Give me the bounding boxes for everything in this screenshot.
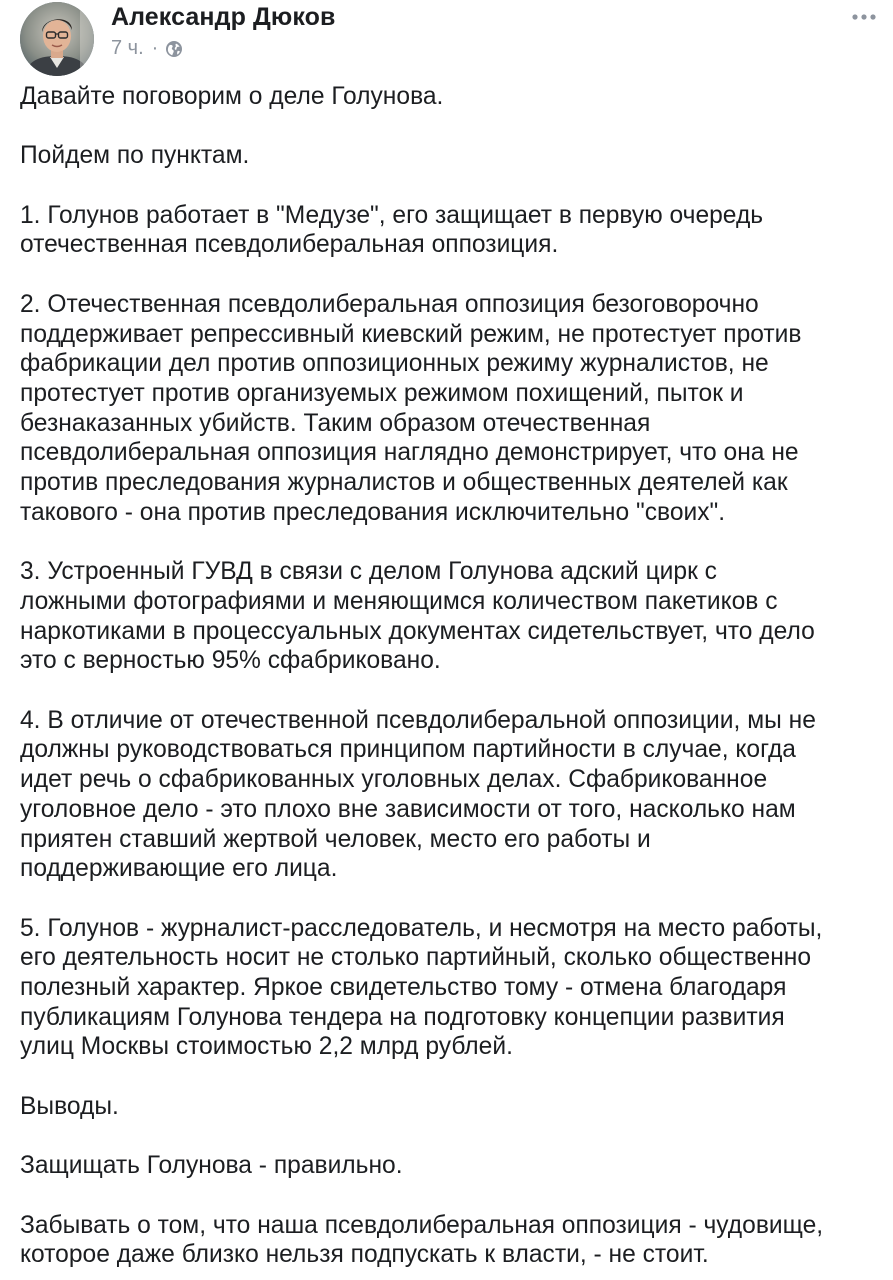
globe-icon[interactable] — [165, 40, 183, 58]
post-paragraph — [20, 914, 880, 1063]
post-text-line: отечественная псевдолиберальная оппозиция. — [20, 231, 559, 259]
paragraph-gap — [20, 528, 880, 558]
post-text-line: Давайте поговорим о деле Голунова. — [20, 83, 444, 110]
post-text-line: должны руководствоваться принципом партийности в случае, когда — [20, 736, 796, 764]
post-timestamp[interactable]: 7 ч. — [111, 36, 144, 59]
post-paragraph — [20, 141, 880, 171]
post-text-line: которое даже близко нельзя подпускать к власти, - не стоит. — [20, 1241, 709, 1269]
post-text-line: псевдолиберальная оппозиция наглядно демонстрирует, что она не — [20, 439, 799, 467]
paragraph-gap — [20, 260, 880, 290]
post-text-line: 5. Голунов - журналист-расследователь, и несмотря на место работы, — [20, 914, 823, 942]
post-text-line: 4. В отличие от отечественной псевдолиберальной оппозиции, мы не — [20, 706, 816, 734]
post-text-line: это с верностью 95% сфабриковано. — [20, 647, 441, 675]
post-text-line: против преследования журналистов и общественных деятелей как — [20, 469, 788, 497]
post-text-line: поддерживает репрессивный киевский режим, не протестует против — [20, 320, 802, 348]
more-options-icon[interactable] — [848, 8, 880, 26]
post-paragraph — [20, 1211, 880, 1270]
post-text-line: Выводы. — [20, 1092, 119, 1120]
paragraph-gap — [20, 1122, 880, 1152]
post-text-line: публикациям Голунова тендера на подготовку концепции развития — [20, 1003, 785, 1031]
post-meta — [111, 36, 183, 60]
post-header — [0, 0, 893, 80]
post-paragraph — [20, 201, 880, 260]
post-text-line: его деятельность носит не столько партийный, сколько общественно — [20, 944, 812, 972]
post-text-line: поддерживающие его лица. — [20, 855, 338, 883]
post-paragraph — [20, 1151, 880, 1181]
paragraph-gap — [20, 171, 880, 201]
post-text-line: 3. Устроенный ГУВД в связи с делом Голунова адский цирк с — [20, 558, 717, 586]
post-text — [20, 82, 880, 1270]
avatar-photo — [20, 2, 94, 76]
post-paragraph — [20, 557, 880, 676]
post-text-line: приятен ставший жертвой человек, место его работы и — [20, 825, 651, 853]
post-text-line: протестует против организуемых режимом похищений, пыток и — [20, 379, 744, 407]
post-paragraph — [20, 706, 880, 884]
post-text-line: Забывать о том, что наша псевдолиберальная оппозиция - чудовище, — [20, 1211, 824, 1239]
meta-separator: · — [151, 36, 159, 59]
paragraph-gap — [20, 676, 880, 706]
post-text-line: такового - она против преследования исключительно "своих". — [20, 498, 726, 526]
post-text-line: 2. Отечественная псевдолиберальная оппозиция безоговорочно — [20, 290, 759, 318]
paragraph-gap — [20, 112, 880, 142]
post-text-line: полезный характер. Яркое свидетельство тому - отмена благодаря — [20, 974, 787, 1001]
post-text-line: улиц Москвы стоимостью 2,2 млрд рублей. — [20, 1033, 513, 1061]
post-paragraph — [20, 82, 880, 112]
post-text-line: наркотиками в процессуальных документах сидетельствует, что дело — [20, 617, 815, 645]
post-paragraph — [20, 290, 880, 528]
post-text-line: Защищать Голунова - правильно. — [20, 1152, 403, 1180]
paragraph-gap — [20, 1181, 880, 1211]
post-text-line: Пойдем по пунктам. — [20, 142, 250, 170]
post-text-line: идет речь о сфабрикованных уголовных делах. Сфабрикованное — [20, 766, 768, 794]
post-text-line: 1. Голунов работает в "Медузе", его защищает в первую очередь — [20, 201, 764, 229]
post-paragraph — [20, 1092, 880, 1122]
post-text-line: ложными фотографиями и меняющимся количеством пакетиков с — [20, 587, 778, 615]
paragraph-gap — [20, 1062, 880, 1092]
post-text-line: безнаказанных убийств. Таким образом отечественная — [20, 409, 651, 437]
avatar[interactable] — [20, 2, 94, 76]
post-text-line: уголовное дело - это плохо вне зависимости от того, насколько нам — [20, 795, 796, 823]
author-name[interactable]: Александр Дюков — [111, 3, 336, 31]
paragraph-gap — [20, 884, 880, 914]
post-text-line: фабрикации дел против оппозиционных режиму журналистов, не — [20, 350, 769, 378]
